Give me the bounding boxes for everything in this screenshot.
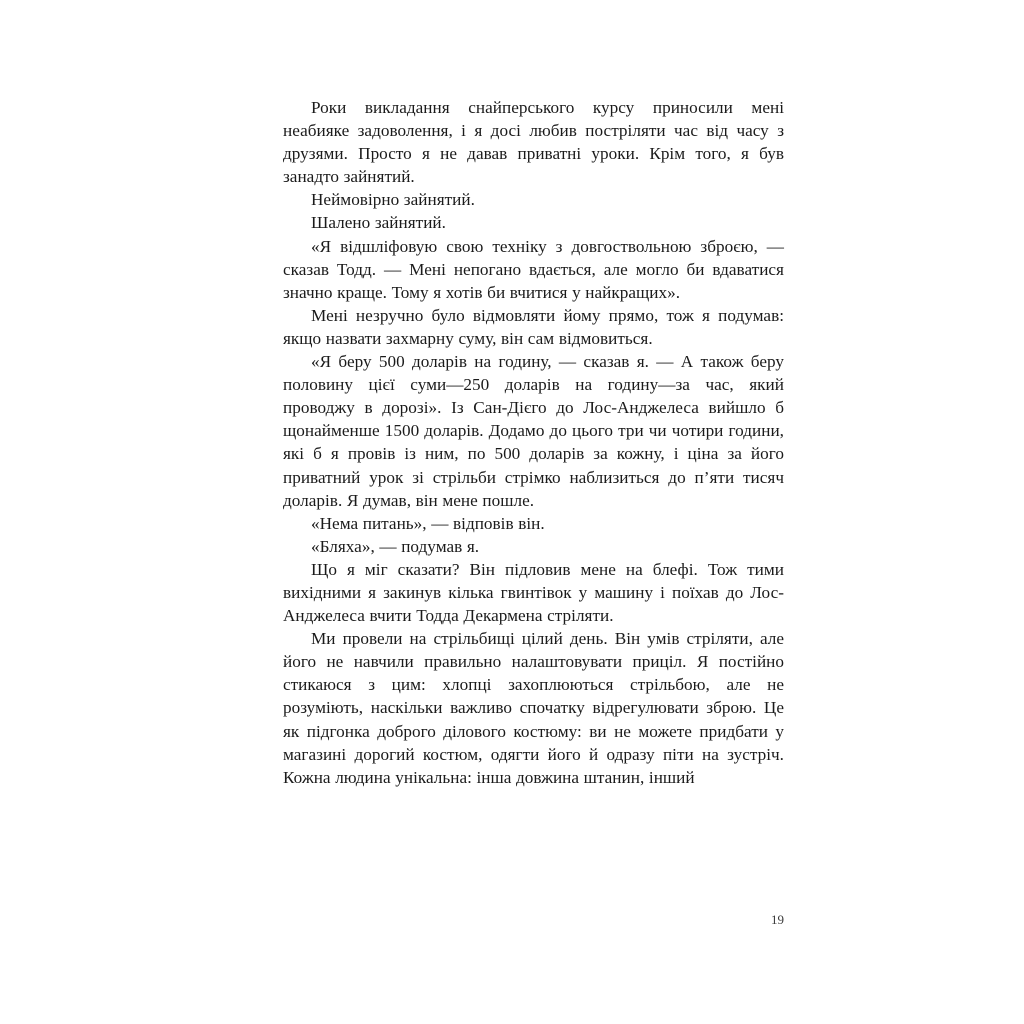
paragraph: Що я міг сказати? Він підловив мене на блефі. Тож тими вихідними я закинув кілька гвинтівок у машину і поїхав до Лос-Анджелеса вчити Тодда Декармена стріляти. <box>283 559 784 626</box>
paragraph: «Я беру 500 доларів на годину, — сказав я. — А також беру половину цієї суми—250 доларів на годину—за час, який проводжу в дорозі». Із Сан-Дієго до Лос-Анджелеса вийшло б щонайменше 1500 доларів. Додамо до цього три чи чотири години, які б я провів із ним, по 500 доларів за кожну, і ціна за його приватний урок зі стрільби стрімко наблизиться до п’яти тисяч доларів. Я думав, він мене пошле. <box>283 352 784 510</box>
paragraph: «Нема питань», — відповів він. <box>311 513 545 533</box>
page-number: 19 <box>771 912 784 927</box>
paragraph: «Бляха», — подумав я. <box>311 536 480 556</box>
paragraph: Шалено зайнятий. <box>311 213 446 233</box>
paragraph: Неймовірно зайнятий. <box>311 190 475 210</box>
paragraph: Мені незручно було відмовляти йому прямо, тож я подумав: якщо назвати захмарну суму, він сам відмовиться. <box>283 305 784 348</box>
paragraph: Роки викладання снайперського курсу приносили мені неабияке задоволення, і я досі любив постріляти час від часу з друзями. Просто я не давав приватні уроки. Крім того, я був занадто зайнятий. <box>283 98 784 187</box>
paragraph: «Я відшліфовую свою техніку з довгоствольною зброєю, — сказав Тодд. — Мені непогано вдається, але могло би вдаватися значно краще. Тому я хотів би вчитися у найкращих». <box>283 236 784 302</box>
paragraph: Ми провели на стрільбищі цілий день. Він умів стріляти, але його не навчили правильно налаштовувати приціл. Я постійно стикаюся з цим: хлопці захоплюються стрільбою, але не розуміють, наскільки важливо спочатку відрегулювати зброю. Це як підгонка доброго ділового костюму: ви не можете придбати у магазині дорогий костюм, одягти його й одразу піти на зустріч. Кожна людина унікальна: інша довжина штанин, інший <box>283 629 784 787</box>
page-text-block <box>283 96 784 789</box>
